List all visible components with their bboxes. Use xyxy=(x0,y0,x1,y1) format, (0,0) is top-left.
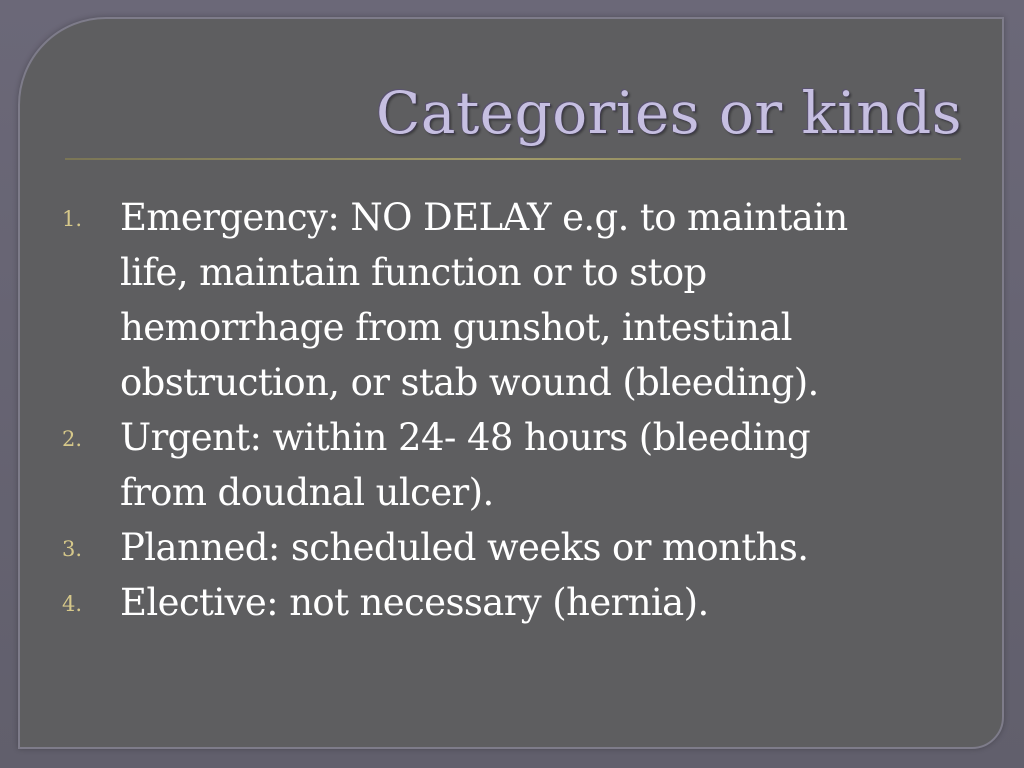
list-item-text: Elective: not necessary (hernia). xyxy=(120,581,709,624)
category-list xyxy=(0,190,1024,630)
list-number: 4. xyxy=(62,592,83,616)
slide-title: Categories or kinds xyxy=(376,79,962,147)
list-item-emergency xyxy=(0,190,1024,410)
list-item-urgent xyxy=(0,410,1024,520)
list-item-text: Emergency: NO DELAY e.g. to maintain life, maintain function or to stop hemorrhage from gunshot, intestinal obstruction, or stab wound (bleeding). xyxy=(120,196,848,404)
title-divider xyxy=(65,158,961,160)
list-item-planned xyxy=(0,520,1024,575)
list-item-elective xyxy=(0,575,1024,630)
list-item-text: Planned: scheduled weeks or months. xyxy=(120,526,809,569)
list-number: 1. xyxy=(62,207,83,231)
list-number: 2. xyxy=(62,427,83,451)
list-number: 3. xyxy=(62,537,83,561)
list-item-text: Urgent: within 24- 48 hours (bleeding from doudnal ulcer). xyxy=(120,416,811,514)
